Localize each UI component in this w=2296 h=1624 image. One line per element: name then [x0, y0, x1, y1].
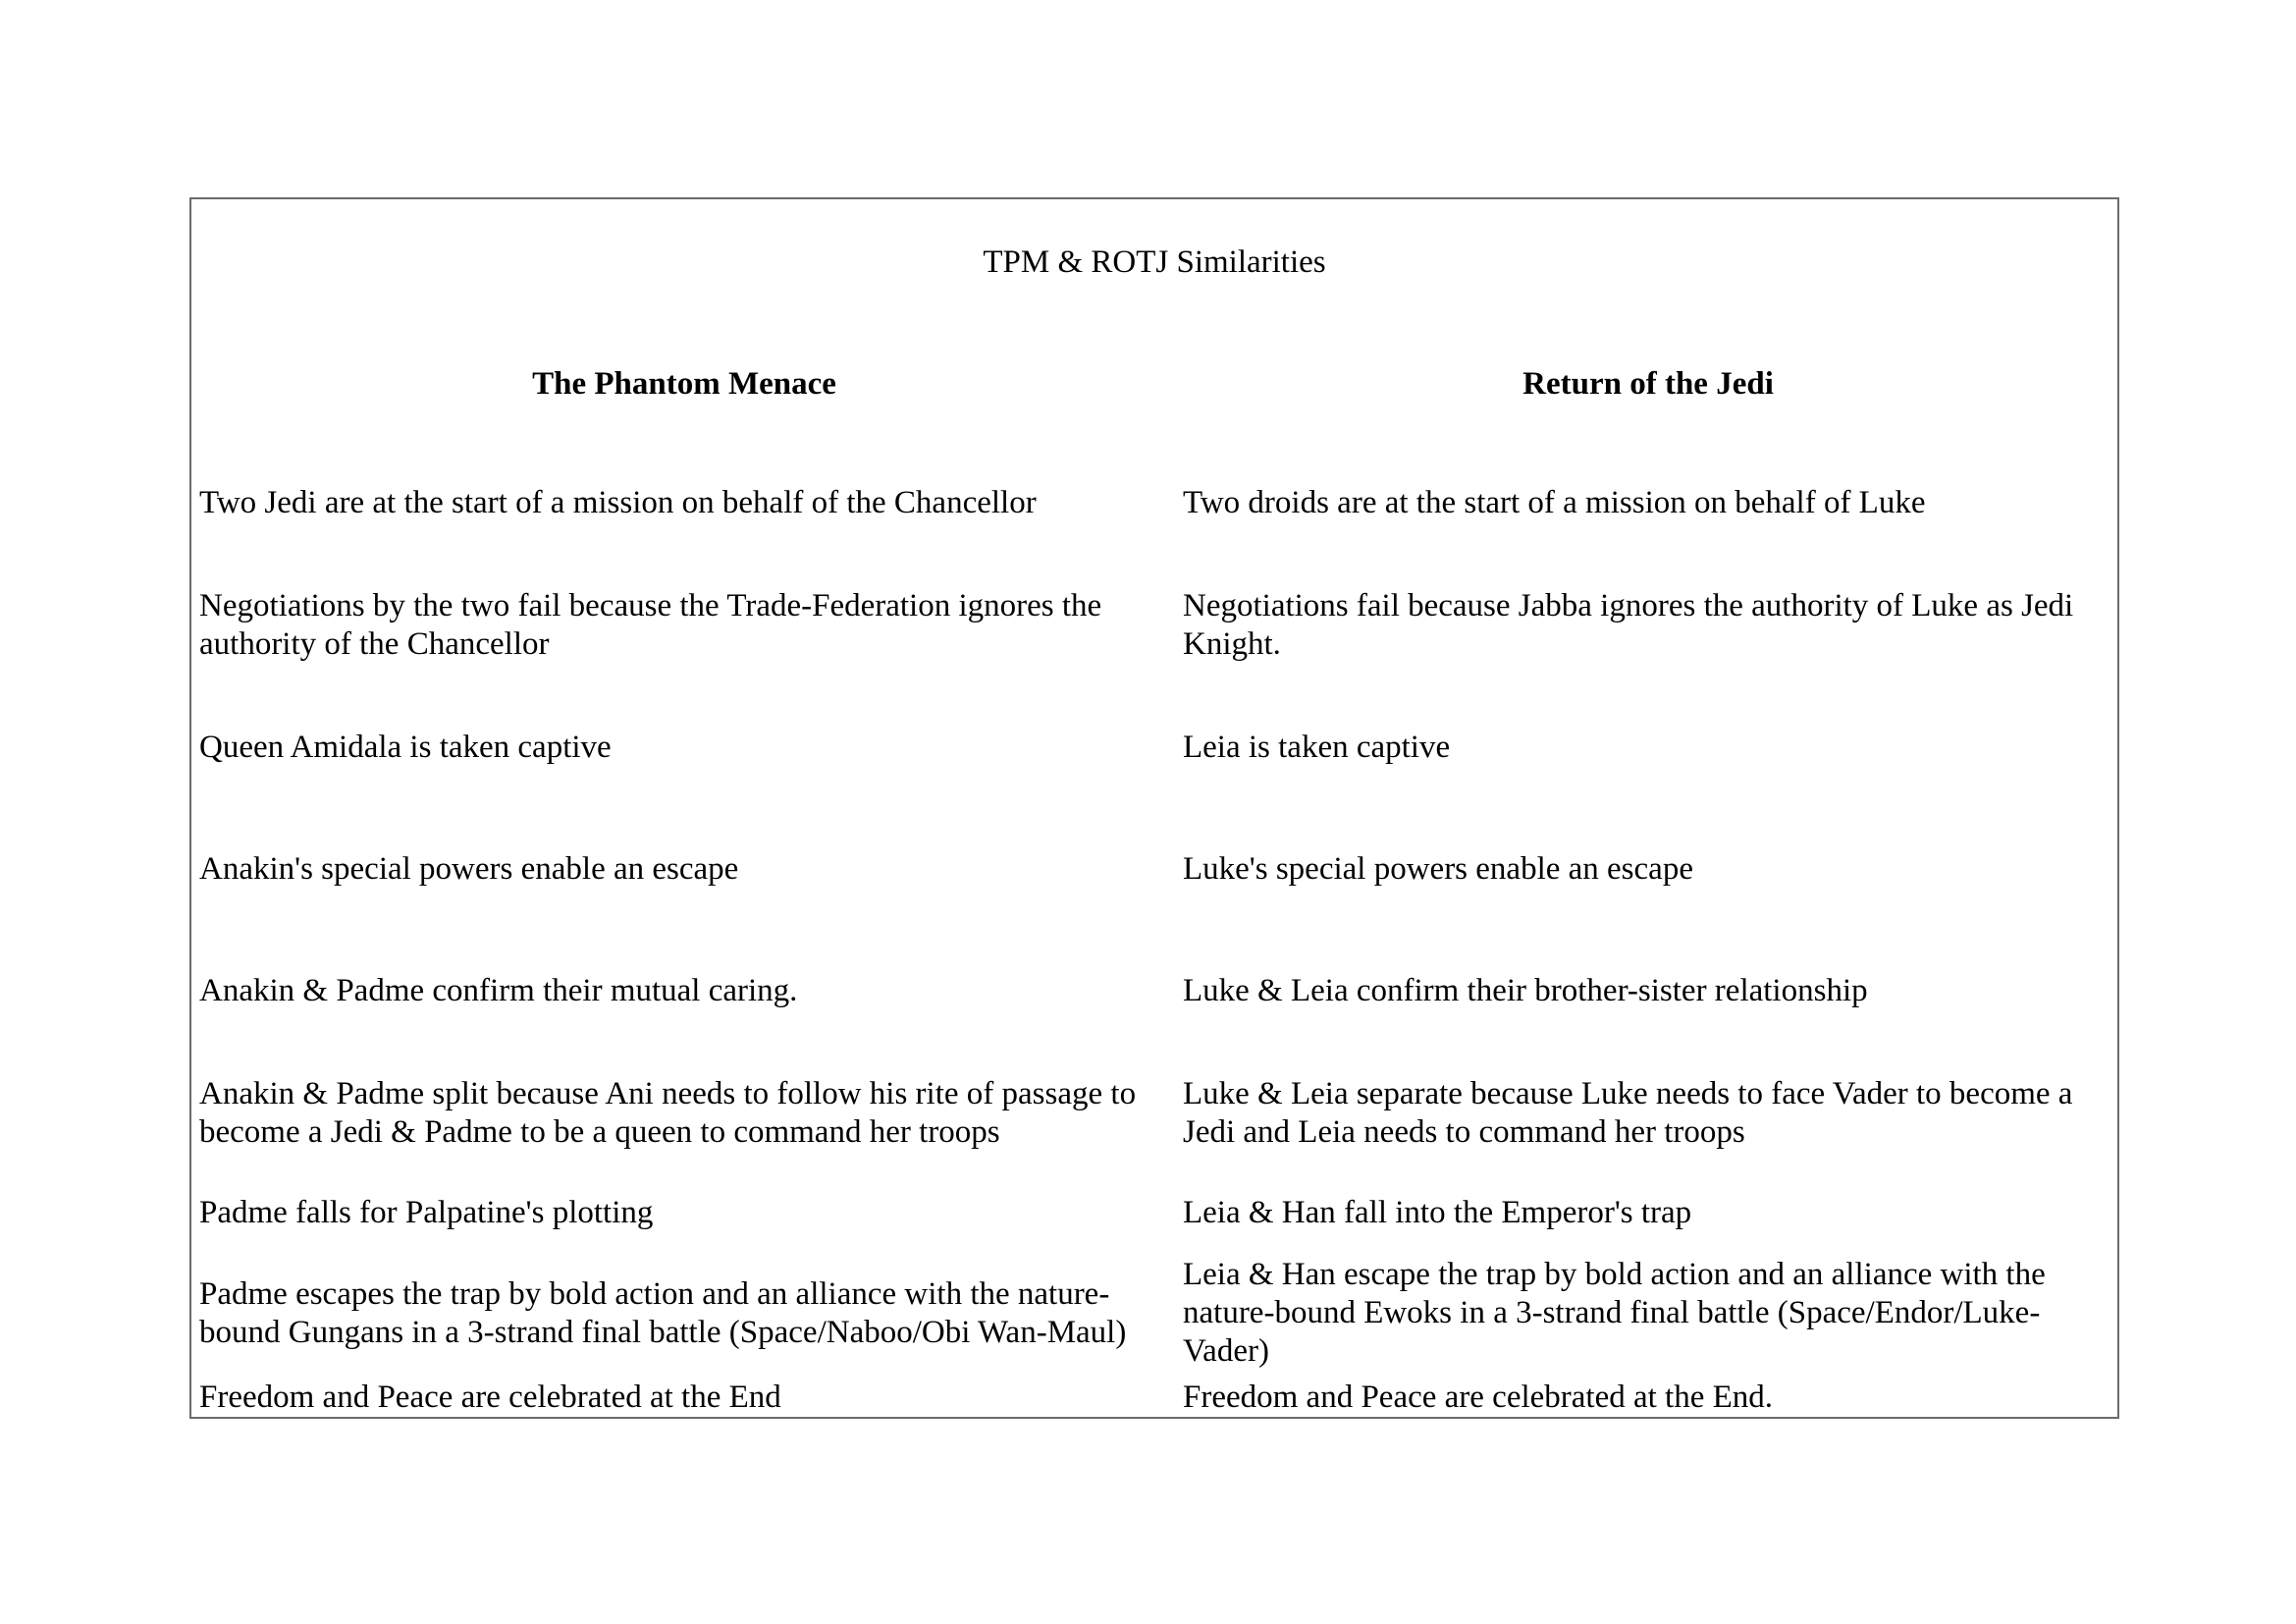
table-cell-tpm: Freedom and Peace are celebrated at the End [199, 1380, 781, 1415]
table-cell-rotj: Two droids are at the start of a mission on behalf of Luke [1183, 485, 1926, 520]
table-cell-tpm: Negotiations by the two fail because the Trade-Federation ignores the authority of the Chancellor [199, 588, 1102, 662]
similarities-table [189, 197, 2119, 1419]
table-cell-tpm: Padme escapes the trap by bold action and an alliance with the nature-bound Gungans in a 3-strand final battle (Space/Naboo/Obi Wan-Maul) [199, 1276, 1127, 1350]
table-cell-rotj: Luke & Leia confirm their brother-sister relationship [1183, 973, 1868, 1008]
table-cell-rotj: Leia is taken captive [1183, 730, 1451, 765]
table-cell-tpm: Anakin & Padme split because Ani needs to follow his rite of passage to become a Jedi & Padme to be a queen to command her troops [199, 1076, 1137, 1150]
column-heading-tpm: The Phantom Menace [532, 366, 836, 402]
table-cell-tpm: Two Jedi are at the start of a mission on behalf of the Chancellor [199, 485, 1037, 520]
table-cell-rotj: Leia & Han fall into the Emperor's trap [1183, 1195, 1692, 1230]
table-cell-tpm: Queen Amidala is taken captive [199, 730, 612, 765]
table-cell-rotj: Negotiations fail because Jabba ignores the authority of Luke as Jedi Knight. [1183, 588, 2074, 662]
table-cell-rotj: Luke's special powers enable an escape [1183, 851, 1693, 887]
table-cell-rotj: Freedom and Peace are celebrated at the End. [1183, 1380, 1774, 1415]
table-cell-rotj: Luke & Leia separate because Luke needs to face Vader to become a Jedi and Leia needs to command her troops [1183, 1076, 2073, 1150]
table-cell-tpm: Anakin & Padme confirm their mutual caring. [199, 973, 798, 1008]
table-cell-tpm: Anakin's special powers enable an escape [199, 851, 739, 887]
table-cell-tpm: Padme falls for Palpatine's plotting [199, 1195, 654, 1230]
column-heading-rotj: Return of the Jedi [1522, 366, 1774, 402]
table-cell-rotj: Leia & Han escape the trap by bold action and an alliance with the nature-bound Ewoks in a 3-strand final battle (Space/Endor/Luke-Vader) [1183, 1257, 2046, 1369]
document-title: TPM & ROTJ Similarities [983, 244, 1326, 280]
